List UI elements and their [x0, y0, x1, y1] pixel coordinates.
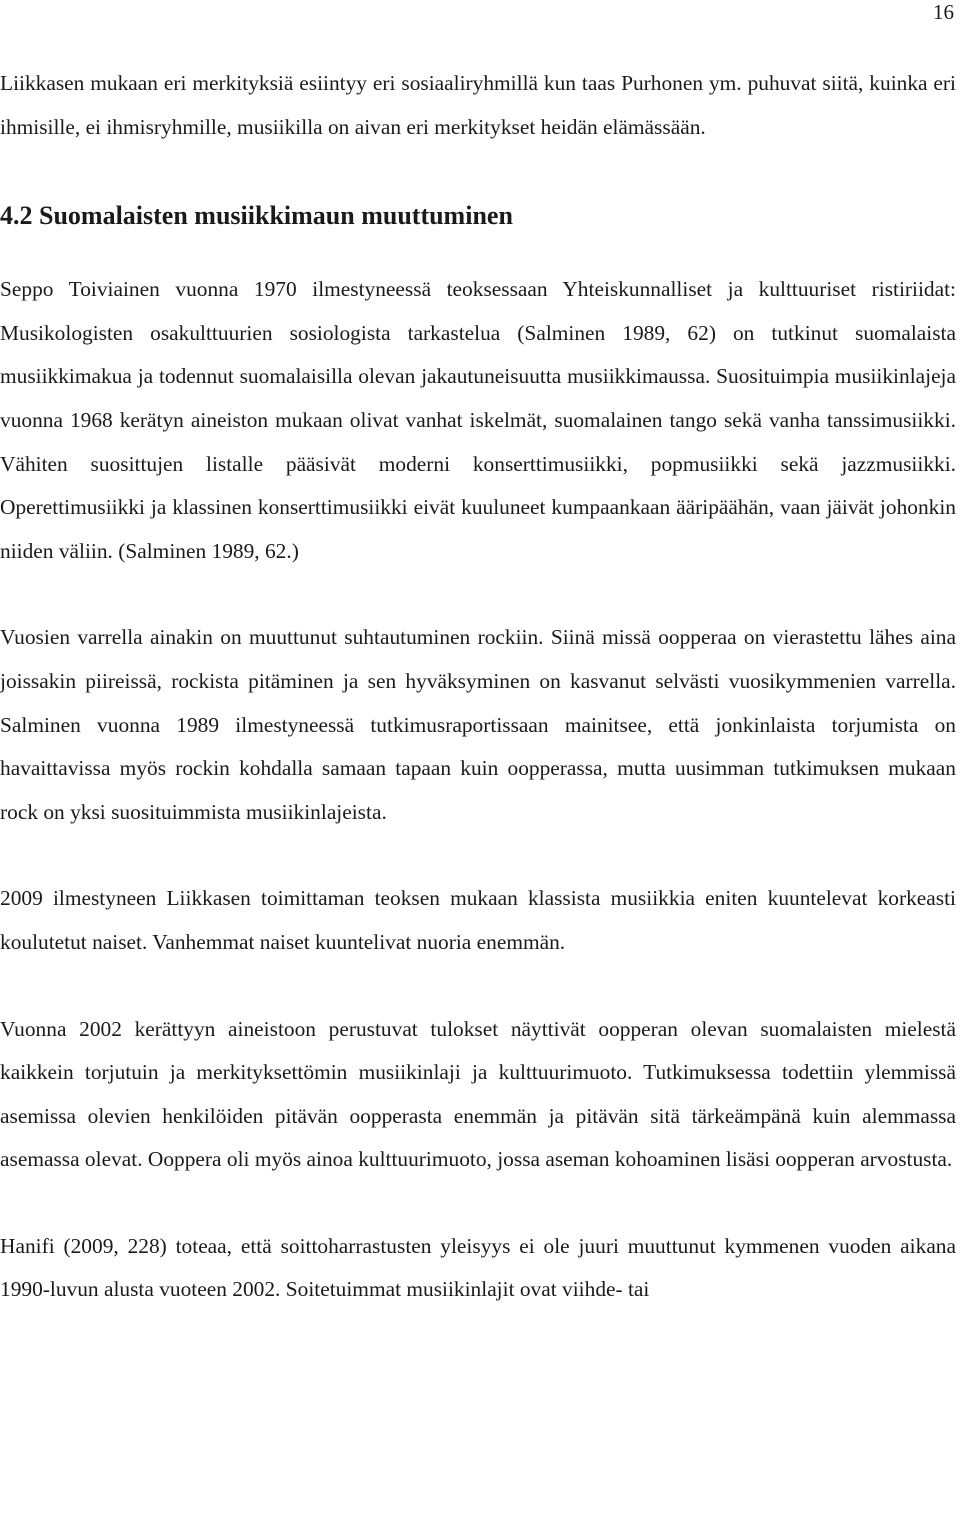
- paragraph-intro: Liikkasen mukaan eri merkityksiä esiintyy eri sosiaaliryhmillä kun taas Purhonen ym. puhuvat siitä, kuinka eri ihmisille, ei ihmisryhmille, musiikilla on aivan eri merkitykset heidän elämässään.: [0, 71, 956, 139]
- paragraph-toiviainen: Seppo Toiviainen vuonna 1970 ilmestyneessä teoksessaan Yhteiskunnalliset ja kulttuuriset ristiriidat: Musikologisten osakulttuurien sosiologista tarkastelua (Salminen 1989, 62) on tutkinut suomalaista musiikkimakua ja todennut suomalaisilla olevan jakautuneisuutta musiikkimaussa. Suosituimpia musiikinlajeja vuonna 1968 kerätyn aineiston mukaan olivat vanhat iskelmät, suomalainen tango sekä vanha tanssimusiikki. Vähiten suosittujen listalle pääsivät moderni konserttimusiikki, popmusiikki sekä jazzmusiikki. Operettimusiikki ja klassinen konserttimusiikki eivät kuuluneet kumpaankaan ääripäähän, vaan jäivät johonkin niiden väliin. (Salminen 1989, 62.): [0, 277, 956, 563]
- paragraph-opera-2002: Vuonna 2002 kerättyyn aineistoon perustuvat tulokset näyttivät oopperan olevan suomalaisten mielestä kaikkein torjutuin ja merkityksettömin musiikinlaji ja kulttuurimuoto. Tutkimuksessa todettiin ylemmissä asemissa olevien henkilöiden pitävän oopperasta enemmän ja pitävän sitä tärkeämpänä kuin alemmassa asemassa olevat. Ooppera oli myös ainoa kulttuurimuoto, jossa aseman kohoaminen lisäsi oopperan arvostusta.: [0, 1016, 956, 1172]
- spacer: [0, 965, 956, 1008]
- spacer: [0, 834, 956, 877]
- section-heading: 4.2 Suomalaisten musiikkimaun muuttuminen: [0, 201, 513, 231]
- spacer: [0, 1182, 956, 1225]
- document-body: [0, 62, 956, 1312]
- spacer: [0, 231, 956, 268]
- paragraph-rock: Vuosien varrella ainakin on muuttunut suhtautuminen rockiin. Siinä missä oopperaa on vierastettu lähes aina joissakin piireissä, rockista pitäminen ja sen hyväksyminen on kasvanut selvästi vuosikymmenien varrella. Salminen vuonna 1989 ilmestyneessä tutkimusraportissaan mainitsee, että jonkinlaista torjumista on havaittavissa myös rockin kohdalla samaan tapaan kuin oopperassa, mutta uusimman tutkimuksen mukaan rock on yksi suosituimmista musiikinlajeista.: [0, 625, 956, 824]
- paragraph-hanifi: Hanifi (2009, 228) toteaa, että soittoharrastusten yleisyys ei ole juuri muuttunut kymmenen vuoden aikana 1990-luvun alusta vuoteen 2002. Soitetuimmat musiikinlajit ovat viihde- tai: [0, 1233, 956, 1302]
- paragraph-liikkanen-2009: 2009 ilmestyneen Liikkasen toimittaman teoksen mukaan klassista musiikkia eniten kuuntelevat korkeasti koulutetut naiset. Vanhemmat naiset kuuntelivat nuoria enemmän.: [0, 886, 956, 954]
- spacer: [0, 149, 956, 201]
- page-number: 16: [933, 0, 954, 24]
- spacer: [0, 573, 956, 616]
